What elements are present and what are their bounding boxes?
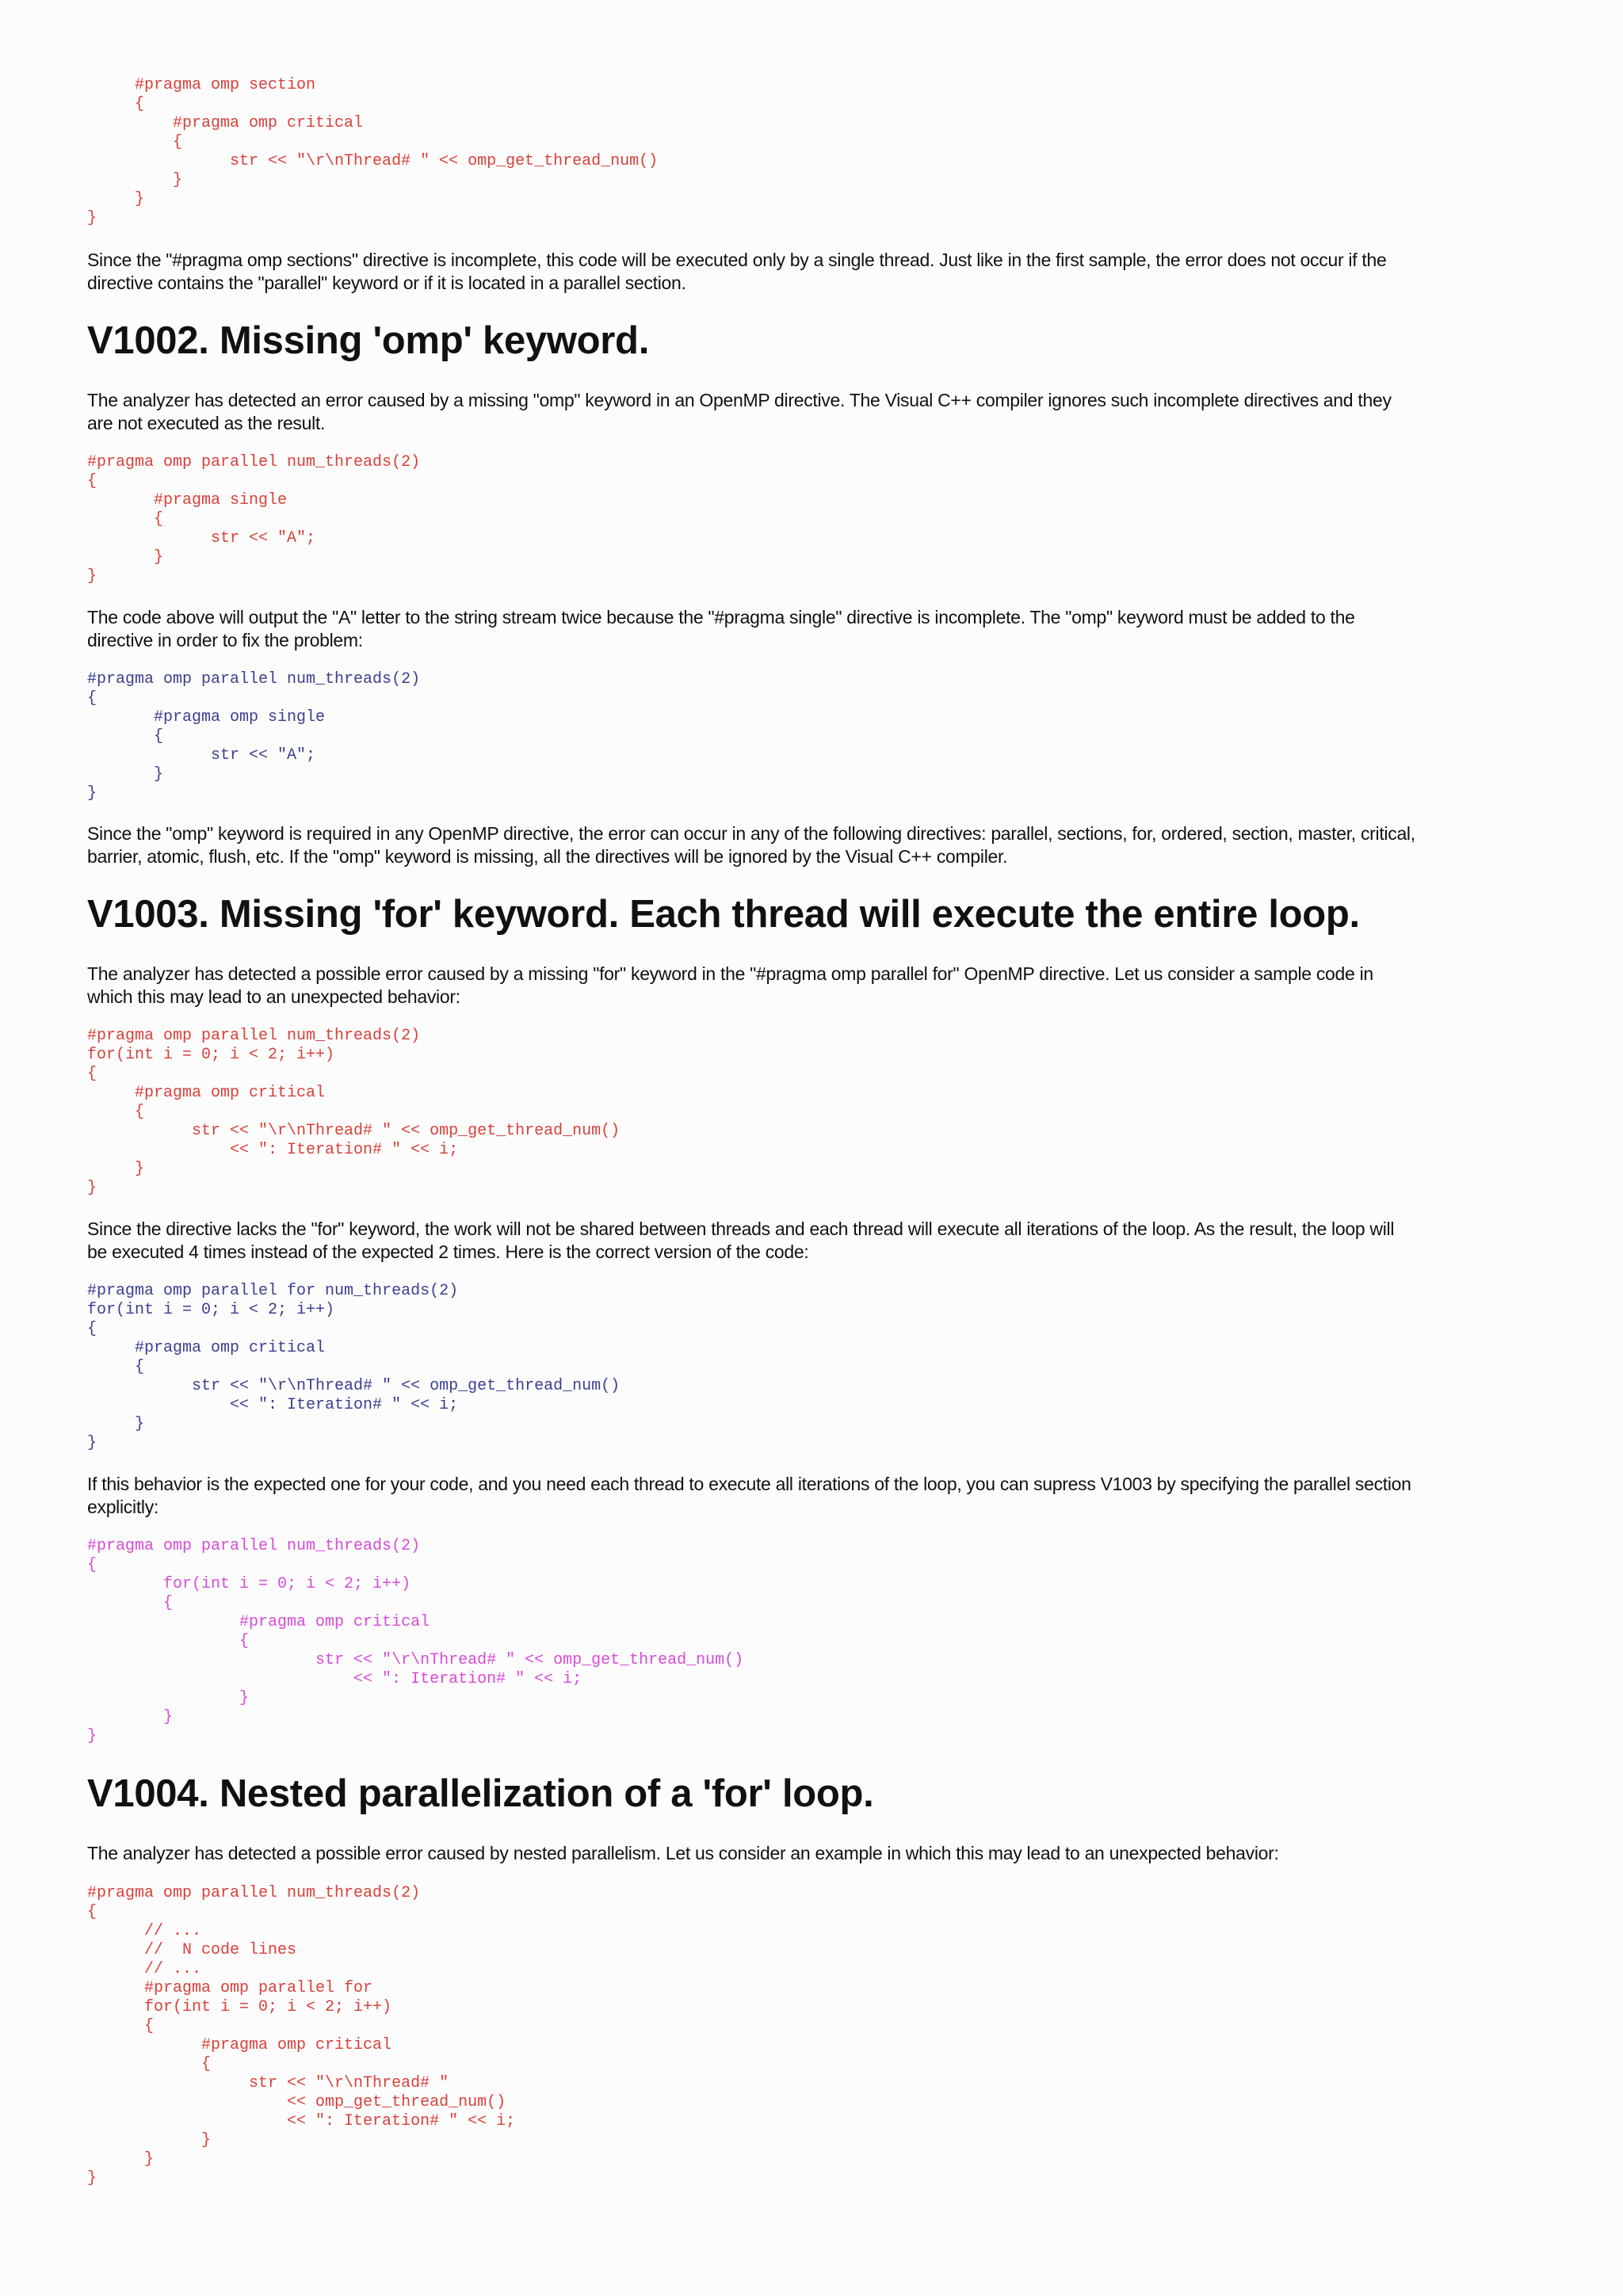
- paragraph-v1002-explanation: The code above will output the "A" letter to the string stream twice because the "#pragma single" directive is incomplete. The "omp" keyword must be added to the directive in order to fix the problem:: [87, 607, 1355, 650]
- code-block-explicit-parallel: #pragma omp parallel num_threads(2) { for(int i = 0; i < 2; i++) { #pragma omp critical { str << "\r\nThread# " << omp_get_thread_num() << ": Iteration# " << i; } } }: [87, 1537, 744, 1745]
- code-block-missing-for: #pragma omp parallel num_threads(2) for(int i = 0; i < 2; i++) { #pragma omp critical { str << "\r\nThread# " << omp_get_thread_num() << ": Iteration# " << i; } }: [87, 1027, 621, 1197]
- code-block-nested-parallel: #pragma omp parallel num_threads(2) { // ... // N code lines // ... #pragma omp parallel for for(int i = 0; i < 2; i++) { #pragma omp critical { str << "\r\nThread# " << omp_get_thread_num() << ": Iteration# " << i; } } }: [87, 1884, 516, 2187]
- code-block-fixed-for: #pragma omp parallel for num_threads(2) for(int i = 0; i < 2; i++) { #pragma omp critical { str << "\r\nThread# " << omp_get_thread_num() << ": Iteration# " << i; } }: [87, 1282, 621, 1452]
- paragraph-v1004-intro: The analyzer has detected a possible error caused by nested parallelism. Let us consider an example in which this may lead to an unexpected behavior:: [87, 1843, 1279, 1863]
- paragraph-sections-incomplete: Since the "#pragma omp sections" directive is incomplete, this code will be executed only by a single thread. Just like in the first sample, the error does not occur if the directive contains the "parallel" keyword or if it is located in a parallel section.: [87, 250, 1387, 293]
- paragraph-v1002-directives: Since the "omp" keyword is required in any OpenMP directive, the error can occur in any of the following directives: parallel, sections, for, ordered, section, master, critical, barrier, atomic, flush, etc. If the "omp" keyword is missing, all the directives will be ignored by the Visual C++ compiler.: [87, 823, 1415, 867]
- paragraph-v1003-suppress: If this behavior is the expected one for your code, and you need each thread to execute all iterations of the loop, you can supress V1003 by specifying the parallel section explicitly:: [87, 1474, 1411, 1517]
- code-block-section-critical: #pragma omp section { #pragma omp critical { str << "\r\nThread# " << omp_get_thread_num() } } }: [87, 76, 659, 227]
- paragraph-v1003-explanation: Since the directive lacks the "for" keyword, the work will not be shared between threads and each thread will execute all iterations of the loop. As the result, the loop will be executed 4 times instead of the expected 2 times. Here is the correct version of the code:: [87, 1219, 1395, 1262]
- paragraph-v1003-intro: The analyzer has detected a possible error caused by a missing "for" keyword in the "#pragma omp parallel for" OpenMP directive. Let us consider a sample code in which this may lead to an unexpected behavior:: [87, 963, 1373, 1007]
- code-block-fixed-omp: #pragma omp parallel num_threads(2) { #pragma omp single { str << "A"; } }: [87, 670, 421, 803]
- code-block-missing-omp: #pragma omp parallel num_threads(2) { #pragma single { str << "A"; } }: [87, 453, 421, 585]
- heading-v1002: V1002. Missing 'omp' keyword.: [87, 319, 650, 362]
- heading-v1004: V1004. Nested parallelization of a 'for' loop.: [87, 1772, 874, 1815]
- paragraph-v1002-intro: The analyzer has detected an error caused by a missing "omp" keyword in an OpenMP directive. The Visual C++ compiler ignores such incomplete directives and they are not executed as the result.: [87, 390, 1392, 433]
- heading-v1003: V1003. Missing 'for' keyword. Each thread will execute the entire loop.: [87, 893, 1360, 936]
